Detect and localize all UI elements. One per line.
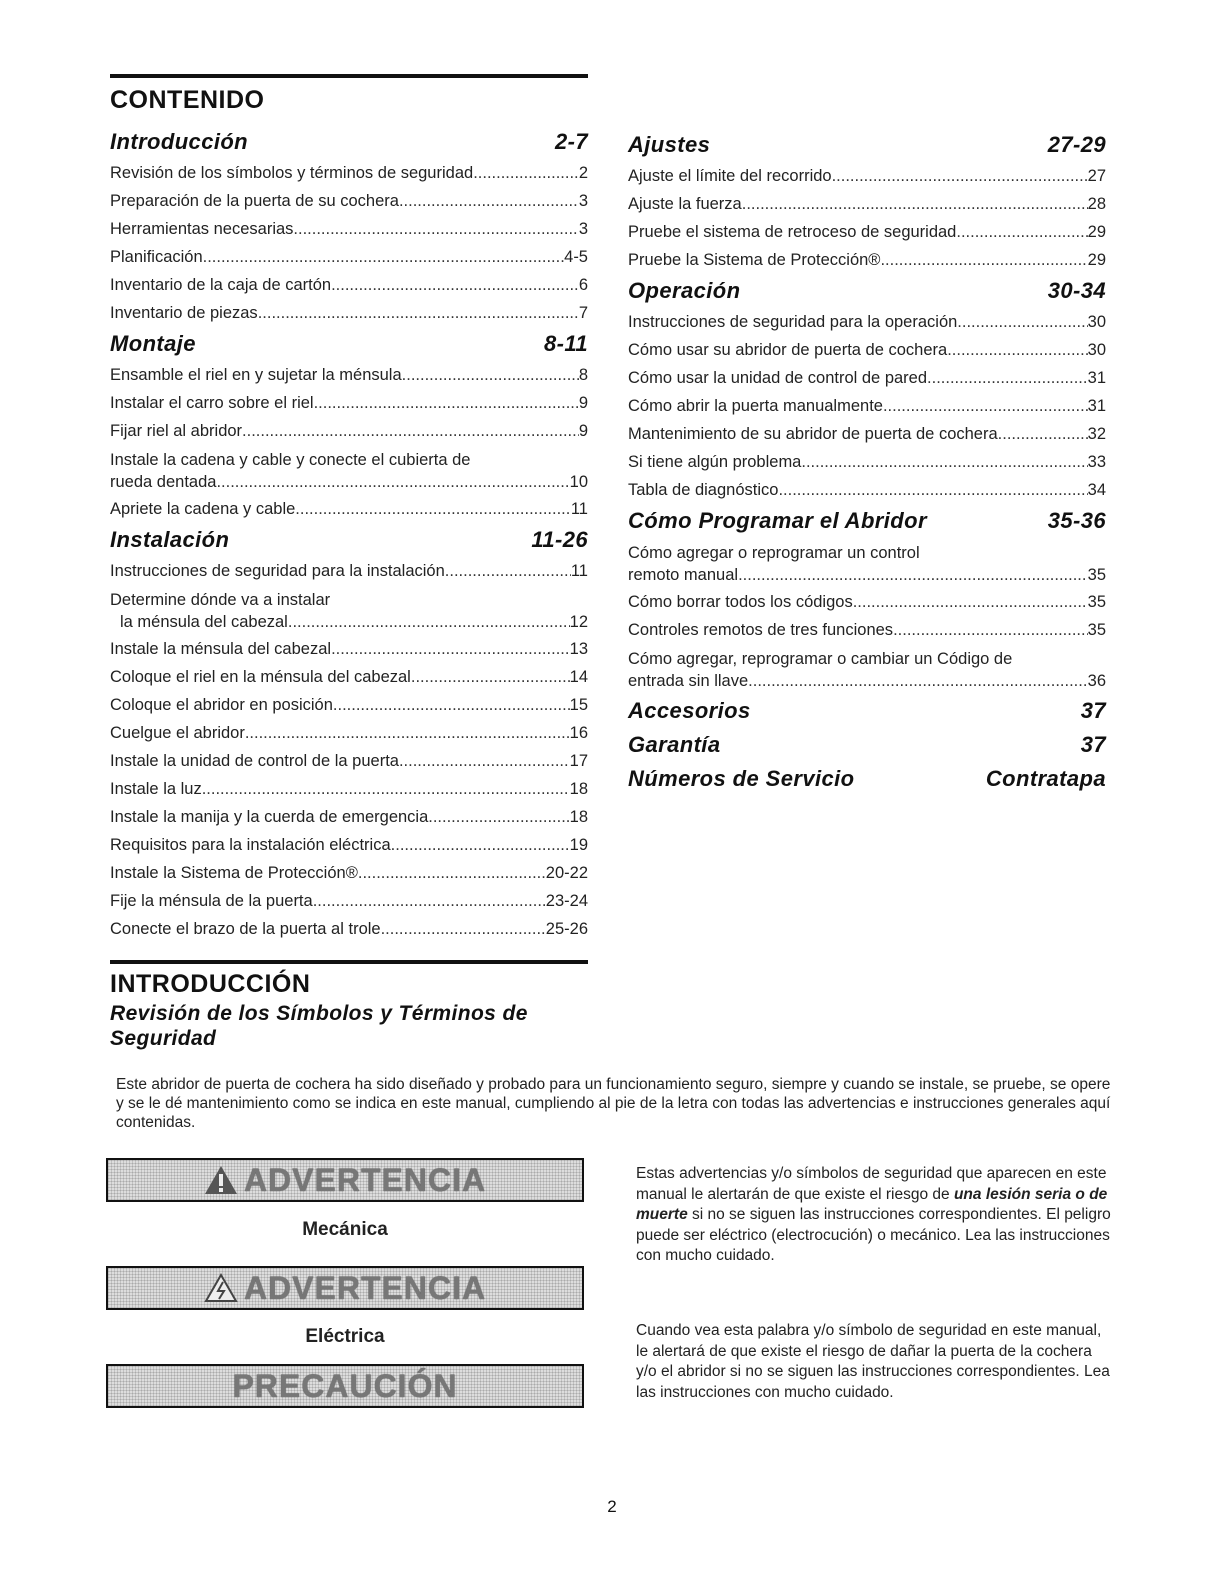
entry-page: 32 (1087, 425, 1106, 443)
entry-page: 18 (569, 780, 588, 798)
entry-page: 29 (1087, 251, 1106, 269)
toc-entry[interactable] (110, 417, 588, 445)
entry-title: Requisitos para la instalación eléctrica (110, 836, 391, 854)
entry-title: remoto manual (628, 566, 739, 584)
dot-leader (445, 557, 571, 585)
entry-title: Cómo usar su abridor de puerta de cochera (628, 341, 948, 359)
section-rule (110, 74, 588, 78)
toc-entry[interactable] (110, 187, 588, 215)
dot-leader (358, 859, 546, 887)
toc-entry[interactable] (628, 246, 1106, 274)
toc-entry[interactable] (110, 611, 588, 635)
entry-title: Fije la ménsula de la puerta (110, 892, 313, 910)
entry-title: rueda dentada (110, 473, 217, 491)
dot-leader (411, 663, 570, 691)
entry-page: 28 (1087, 195, 1106, 213)
entry-page: 11 (570, 500, 588, 518)
toc-section-heading[interactable] (110, 523, 588, 557)
entry-title: Ensamble el riel en y sujetar la ménsula (110, 366, 402, 384)
toc-entry[interactable] (110, 215, 588, 243)
dot-leader (391, 831, 570, 859)
entry-title: Cómo borrar todos los códigos (628, 593, 853, 611)
entry-page: 18 (569, 808, 588, 826)
section-title: Accesorios (628, 698, 751, 723)
dot-leader (956, 218, 1087, 246)
toc-right-column (628, 128, 1106, 796)
entry-page: 19 (569, 836, 588, 854)
toc-entry[interactable] (628, 670, 1106, 694)
section-title: Garantía (628, 732, 721, 757)
dot-leader (288, 611, 570, 635)
toc-entry[interactable] (628, 392, 1106, 420)
section-title: Ajustes (628, 132, 711, 157)
dot-leader (998, 420, 1088, 448)
section-pages: 35-36 (1047, 508, 1106, 533)
warning-sign-electrical (106, 1266, 584, 1310)
entry-page: 17 (569, 752, 588, 770)
entry-page: 25-26 (545, 920, 588, 938)
section-title: Montaje (110, 331, 196, 356)
dot-leader (295, 495, 571, 523)
toc-entry[interactable] (628, 190, 1106, 218)
warning-explanation (636, 1164, 1116, 1267)
entry-page: 16 (569, 724, 588, 742)
section-title: Operación (628, 278, 741, 303)
intro-title: INTRODUCCIÓN (110, 970, 311, 998)
warning-sign-mechanical (106, 1158, 584, 1202)
entry-title: Inventario de piezas (110, 304, 258, 322)
dot-leader (801, 448, 1087, 476)
intro-subtitle: Revisión de los Símbolos y Términos de Seguridad (110, 1002, 528, 1050)
toc-section-heading[interactable] (628, 504, 1106, 538)
toc-entry[interactable] (110, 299, 588, 327)
entry-title: Ajuste el límite del recorrido (628, 167, 832, 185)
entry-page: 8 (578, 366, 588, 384)
entry-page: 3 (578, 192, 588, 210)
toc-entry[interactable] (110, 159, 588, 187)
dot-leader (399, 187, 579, 215)
dot-leader (778, 476, 1087, 504)
entry-page: 23-24 (545, 892, 588, 910)
emphasis-text: una lesión seria o de muerte (636, 1185, 1108, 1223)
entry-title: Planificación (110, 248, 203, 266)
entry-page: 29 (1087, 223, 1106, 241)
entry-page: 7 (578, 304, 588, 322)
entry-page: 36 (1087, 672, 1106, 690)
section-pages: 11-26 (531, 527, 588, 552)
entry-page: 4-5 (564, 248, 588, 266)
toc-entry[interactable] (628, 336, 1106, 364)
entry-page: 14 (569, 668, 588, 686)
toc-entry[interactable] (110, 663, 588, 691)
dot-leader (314, 389, 579, 417)
entry-page: 31 (1087, 397, 1106, 415)
entry-page: 31 (1087, 369, 1106, 387)
entry-title: Instale la luz (110, 780, 202, 798)
entry-page: 35 (1087, 593, 1106, 611)
toc-entry[interactable] (628, 476, 1106, 504)
entry-page: 11 (570, 562, 588, 580)
entry-page: 30 (1087, 341, 1106, 359)
entry-page: 3 (578, 220, 588, 238)
dot-leader (381, 915, 546, 943)
entry-title: entrada sin llave (628, 672, 749, 690)
caution-sign (106, 1364, 584, 1408)
entry-page: 35 (1087, 566, 1106, 584)
toc-entry[interactable] (110, 557, 588, 585)
entry-title: Fijar riel al abridor (110, 422, 243, 440)
toc-entry[interactable] (628, 162, 1106, 190)
section-rule (110, 960, 588, 964)
toc-entry[interactable] (110, 495, 588, 523)
entry-title: Instalar el carro sobre el riel (110, 394, 314, 412)
toc-entry[interactable] (628, 616, 1106, 644)
dot-leader (242, 417, 579, 445)
entry-page: 15 (569, 696, 588, 714)
toc-entry[interactable] (110, 747, 588, 775)
dot-leader (947, 336, 1087, 364)
toc-entry[interactable] (110, 471, 588, 495)
toc-entry[interactable] (628, 564, 1106, 588)
dot-leader (203, 243, 565, 271)
entry-title: Instrucciones de seguridad para la operación (628, 313, 958, 331)
entry-page: 13 (569, 640, 588, 658)
toc-entry[interactable] (110, 243, 588, 271)
toc-entry[interactable] (110, 831, 588, 859)
entry-title: Coloque el riel en la ménsula del cabezal (110, 668, 411, 686)
entry-page: 34 (1087, 481, 1106, 499)
sign-caption-electrical: Eléctrica (305, 1326, 385, 1347)
dot-leader (293, 215, 578, 243)
sign-label: ADVERTENCIA (243, 1269, 487, 1306)
dot-leader (331, 635, 570, 663)
toc-entry[interactable] (110, 389, 588, 417)
dot-leader (748, 670, 1087, 694)
entry-page: 6 (578, 276, 588, 294)
entry-title: Instale la ménsula del cabezal (110, 640, 332, 658)
dot-leader (738, 564, 1088, 588)
entry-title: Herramientas necesarias (110, 220, 294, 238)
warning-exclamation-icon (204, 1165, 238, 1195)
intro-paragraph: Este abridor de puerta de cochera ha sido diseñado y probado para un funcionamiento seguro, siempre y cuando se instale, se pruebe, se opere y se le dé mantenimiento como se indica en este manual, cumpliendo al pie de la letra con todas las advertencias e instrucciones generales aquí contenidas. (116, 1076, 1111, 1131)
dot-leader (473, 159, 579, 187)
entry-title: Cómo abrir la puerta manualmente (628, 397, 883, 415)
entry-title: Ajuste la fuerza (628, 195, 742, 213)
toc-left-column (110, 74, 588, 943)
toc-entry[interactable] (110, 691, 588, 719)
entry-page: 35 (1087, 621, 1106, 639)
section-pages: 27-29 (1047, 132, 1106, 157)
dot-leader (853, 588, 1088, 616)
dot-leader (245, 719, 570, 747)
entry-title: Apriete la cadena y cable (110, 500, 296, 518)
entry-title: Instale la unidad de control de la puerta (110, 752, 399, 770)
section-title: Cómo Programar el Abridor (628, 508, 927, 533)
sign-label: PRECAUCIÓN (232, 1367, 458, 1404)
entry-title: Pruebe la Sistema de Protección® (628, 251, 881, 269)
toc-entry[interactable] (110, 775, 588, 803)
toc-entry[interactable] (110, 361, 588, 389)
page-number: 2 (607, 1497, 617, 1516)
dot-leader (331, 271, 579, 299)
toc-section-heading[interactable] (110, 327, 588, 361)
entry-title: Controles remotos de tres funciones (628, 621, 894, 639)
entry-title: Conecte el brazo de la puerta al trole (110, 920, 381, 938)
toc-entry-first-line: Cómo agregar o reprogramar un control (628, 544, 920, 562)
entry-page: 9 (578, 394, 588, 412)
dot-leader (957, 308, 1087, 336)
toc-entry[interactable] (628, 448, 1106, 476)
section-pages: Contratapa (985, 766, 1106, 791)
toc-entry[interactable] (628, 218, 1106, 246)
section-pages: 30-34 (1047, 278, 1106, 303)
section-pages: 2-7 (555, 129, 588, 154)
entry-title: Inventario de la caja de cartón (110, 276, 332, 294)
section-pages: 37 (1080, 732, 1106, 757)
entry-title: la ménsula del cabezal (120, 613, 288, 631)
entry-page: 2 (578, 164, 588, 182)
dot-leader (202, 775, 570, 803)
toc-section-heading[interactable] (628, 274, 1106, 308)
entry-page: 12 (569, 613, 588, 631)
toc-entry[interactable] (628, 308, 1106, 336)
dot-leader (258, 299, 579, 327)
section-pages: 8-11 (544, 331, 588, 356)
caution-explanation: Cuando vea esta palabra y/o símbolo de seguridad en este manual, le alertará de que existe el riesgo de dañar la puerta de la cochera y/o el abridor si no se siguen las instrucciones correspondientes. Lea las instrucciones con mucho cuidado. (636, 1322, 1110, 1401)
entry-title: Si tiene algún problema (628, 453, 802, 471)
section-title: Instalación (110, 527, 230, 552)
entry-title: Cuelgue el abridor (110, 724, 245, 742)
entry-title: Preparación de la puerta de su cochera (110, 192, 399, 210)
toc-entry-first-line: Cómo agregar, reprogramar o cambiar un Código de (628, 650, 1013, 668)
dot-leader (399, 747, 570, 775)
dot-leader (880, 246, 1087, 274)
entry-page: 20-22 (545, 864, 588, 882)
text: Estas advertencias y/o símbolos de seguridad que aparecen en este manual le alertarán de que existe el riesgo de (636, 1165, 1107, 1203)
toc-entry[interactable] (110, 915, 588, 943)
intro-section (110, 960, 588, 1051)
entry-title: Pruebe el sistema de retroceso de seguridad (628, 223, 957, 241)
toc-entry[interactable] (110, 859, 588, 887)
toc-entry[interactable] (110, 271, 588, 299)
dot-leader (313, 887, 546, 915)
entry-title: Coloque el abridor en posición (110, 696, 333, 714)
dot-leader (927, 364, 1088, 392)
electrical-hazard-icon (204, 1273, 238, 1303)
sign-label: ADVERTENCIA (243, 1161, 487, 1198)
entry-page: 9 (578, 422, 588, 440)
toc-section-heading[interactable] (110, 125, 588, 159)
entry-title: Instrucciones de seguridad para la instalación (110, 562, 445, 580)
toc-entry[interactable] (628, 420, 1106, 448)
entry-page: 10 (569, 473, 588, 491)
entry-title: Instale la Sistema de Protección® (110, 864, 358, 882)
section-pages: 37 (1080, 698, 1106, 723)
dot-leader (832, 162, 1088, 190)
toc-entry[interactable] (110, 803, 588, 831)
dot-leader (216, 471, 569, 495)
toc-entry[interactable] (628, 588, 1106, 616)
toc-section-heading[interactable] (628, 128, 1106, 162)
toc-section-heading[interactable] (628, 728, 1106, 762)
dot-leader (742, 190, 1088, 218)
section-title: Números de Servicio (628, 766, 855, 791)
toc-entry[interactable] (628, 364, 1106, 392)
entry-title: Instale la manija y la cuerda de emergencia (110, 808, 429, 826)
entry-page: 27 (1087, 167, 1106, 185)
toc-entry[interactable] (110, 887, 588, 915)
toc-entry[interactable] (110, 635, 588, 663)
toc-entry[interactable] (110, 719, 588, 747)
dot-leader (428, 803, 569, 831)
text: si no se siguen las instrucciones correspondientes. El peligro puede ser eléctrico (electrocución) o mecánico. Lea las instrucciones con mucho cuidado. (636, 1206, 1111, 1264)
toc-title: CONTENIDO (110, 86, 265, 114)
entry-title: Tabla de diagnóstico (628, 481, 779, 499)
toc-entry-first-line: Determine dónde va a instalar (110, 591, 331, 609)
dot-leader (883, 392, 1088, 420)
dot-leader (333, 691, 570, 719)
toc-entry-first-line: Instale la cadena y cable y conecte el cubierta de (110, 451, 471, 469)
sign-caption-mechanical: Mecánica (302, 1219, 388, 1240)
entry-page: 33 (1087, 453, 1106, 471)
dot-leader (893, 616, 1088, 644)
toc-section-heading[interactable] (628, 762, 1106, 796)
dot-leader (402, 361, 579, 389)
entry-page: 30 (1087, 313, 1106, 331)
section-title: Introducción (110, 129, 249, 154)
entry-title: Revisión de los símbolos y términos de seguridad (110, 164, 474, 182)
toc-section-heading[interactable] (628, 694, 1106, 728)
entry-title: Cómo usar la unidad de control de pared (628, 369, 928, 387)
entry-title: Mantenimiento de su abridor de puerta de cochera (628, 425, 998, 443)
